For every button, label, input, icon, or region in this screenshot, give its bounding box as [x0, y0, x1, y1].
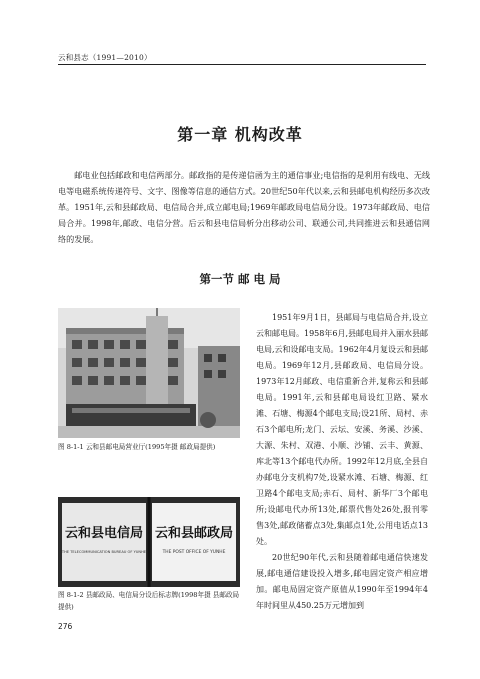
section-title: 第一节 邮 电 局 [199, 272, 281, 286]
sign-left-sub-text: THE TELECOMMUNICATION BUREAU OF YUNHE [61, 550, 147, 554]
figure-2-caption: 图 8-1-2 县邮政局、电信局分设后标志牌(1998年摄 县邮政局提供) [58, 591, 240, 611]
sign-right-sub-text: THE POST OFFICE OF YUNHE [162, 550, 226, 555]
figure-2-photo [58, 497, 240, 587]
chapter-title: 第一章 机构改革 [177, 125, 303, 144]
body-paragraph-2: 20世纪90年代,云和县随着邮电通信快速发展,邮电通信建设投入增多,邮电固定资产相应增加。邮电局固定资产原值从1990年至1994年4年时间里从450.25万元增加到 [256, 553, 428, 610]
body-paragraph-1: 1951年9月1日，县邮局与电信局合并,设立云和邮电局。1958年6月,县邮电局并入丽水县邮电局,云和设邮电支局。1962年4月复设云和县邮电局。1969年12月,县邮政局、电信局分设。1973年12月邮政、电信重新合并,复称云和县邮电局。1991年,云和县邮电局设红卫路、紧水滩、石塘、梅源4个邮电支局;设21所、局村、赤石3个邮电所;龙门、云坛、安溪、务溪、沙溪、大源、朱村、双港、小顺、沙铺、云丰、黄源、库北等13个邮电代办所。1992年12月底,全县自办邮电分支机构7处,设紧水滩、石塘、梅源、红卫路4个邮电支局;赤石、局村、新华厂3个邮电所;设邮电代办所13处,邮票代售处26处,报刊零售3处,邮政储蓄点3处,集邮点1处,公用电话点13处。 [256, 313, 428, 546]
sign-right-main-text: 云和县邮政局 [154, 526, 234, 541]
sign-left-main-text: 云和县电信局 [64, 526, 144, 541]
figure-1-photo [58, 308, 240, 438]
body-column [256, 310, 428, 614]
building-photo-illustration [58, 308, 240, 438]
figure-1-caption: 图 8-1-1 云和县邮电局营业厅(1995年摄 邮政局提供) [58, 443, 216, 451]
header-rule [58, 64, 426, 65]
intro-paragraph: 邮电业包括邮政和电信两部分。邮政指的是传递信函为主的通信事业;电信指的是利用有线电、无线电等电磁系统传递符号、文字、图像等信息的通信方式。20世纪50年代以来,云和县邮电机构经历多次改革。1951年,云和县邮政局、电信局合并,成立邮电局;1969年邮政局电信局分设。1973年邮政局、电信局合并。1998年,邮政、电信分营。后云和县电信局析分出移动公司、联通公司,共同推进云和县通信网络的发展。 [58, 170, 430, 244]
page-number: 276 [58, 622, 73, 631]
signboard-photo-illustration [58, 497, 240, 587]
running-head: 云和县志（1991—2010） [58, 53, 152, 62]
